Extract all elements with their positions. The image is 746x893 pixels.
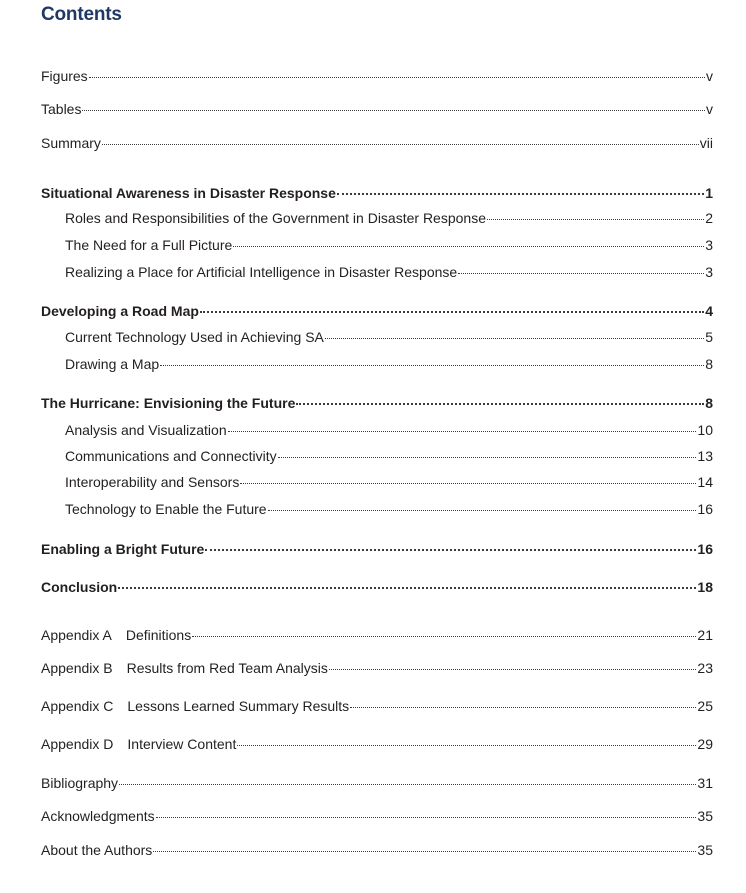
- toc-entry-page: 2: [705, 210, 713, 226]
- dot-leader: [102, 144, 699, 145]
- toc-section-technology-future[interactable]: [65, 500, 713, 518]
- toc-entry-summary[interactable]: [41, 134, 713, 152]
- toc-entry-label: Interoperability and Sensors: [65, 474, 240, 490]
- toc-section-drawing-map[interactable]: [65, 355, 713, 373]
- dot-leader: [82, 110, 705, 111]
- dot-leader: [200, 311, 704, 313]
- toc-entry-label: Acknowledgments: [41, 808, 155, 824]
- toc-section-communications[interactable]: [65, 447, 713, 465]
- toc-entry-acknowledgments[interactable]: [41, 807, 713, 825]
- toc-entry-label: Analysis and Visualization: [65, 422, 227, 438]
- toc-appendix-d[interactable]: [41, 735, 713, 753]
- toc-appendix-b[interactable]: [41, 659, 713, 677]
- dot-leader: [337, 193, 704, 195]
- toc-entry-label: About the Authors: [41, 842, 153, 858]
- appendix-key: Appendix A: [41, 627, 112, 643]
- dot-leader: [192, 636, 696, 637]
- toc-entry-label: [41, 697, 349, 715]
- appendix-title: Interview Content: [127, 736, 237, 752]
- toc-entry-label: Communications and Connectivity: [65, 448, 277, 464]
- toc-entry-label: [41, 626, 191, 644]
- appendix-title: Lessons Learned Summary Results: [127, 698, 350, 714]
- toc-entry-page: 21: [697, 627, 713, 643]
- toc-section-artificial-intelligence[interactable]: [65, 263, 713, 281]
- toc-entry-page: 16: [697, 501, 713, 517]
- toc-entry-label: Realizing a Place for Artificial Intelligence in Disaster Response: [65, 264, 458, 280]
- dot-leader: [278, 457, 697, 458]
- toc-entry-figures[interactable]: [41, 67, 713, 85]
- dot-leader: [325, 338, 704, 339]
- toc-entry-label: Bibliography: [41, 775, 119, 791]
- toc-entry-page: v: [706, 101, 713, 117]
- toc-entry-label: Developing a Road Map: [41, 303, 199, 319]
- toc-entry-page: 31: [697, 775, 713, 791]
- toc-section-full-picture[interactable]: [65, 236, 713, 254]
- toc-entry-label: Enabling a Bright Future: [41, 541, 205, 557]
- appendix-title: Definitions: [125, 627, 192, 643]
- dot-leader: [487, 219, 704, 220]
- dot-leader: [205, 549, 696, 551]
- toc-entry-label: Conclusion: [41, 579, 118, 595]
- toc-entry-label: Summary: [41, 135, 101, 151]
- appendix-key: Appendix D: [41, 736, 114, 752]
- toc-entry-page: 8: [705, 395, 713, 411]
- dot-leader: [160, 365, 704, 366]
- toc-chapter-bright-future[interactable]: [41, 540, 713, 558]
- toc-entry-page: 35: [697, 842, 713, 858]
- toc-section-interoperability[interactable]: [65, 473, 713, 491]
- dot-leader: [228, 431, 697, 432]
- dot-leader: [296, 403, 704, 405]
- toc-section-current-technology[interactable]: [65, 328, 713, 346]
- dot-leader: [237, 745, 696, 746]
- toc-chapter-hurricane[interactable]: [41, 394, 713, 412]
- toc-entry-page: 25: [697, 698, 713, 714]
- toc-chapter-conclusion[interactable]: [41, 578, 713, 596]
- toc-entry-page: 35: [697, 808, 713, 824]
- toc-entry-page: 5: [705, 329, 713, 345]
- toc-appendix-a[interactable]: [41, 626, 713, 644]
- toc-entry-page: 1: [705, 185, 713, 201]
- toc-entry-page: 18: [697, 579, 713, 595]
- toc-entry-page: vii: [699, 135, 713, 151]
- toc-entry-label: Technology to Enable the Future: [65, 501, 267, 517]
- dot-leader: [156, 817, 697, 818]
- toc-entry-page: 3: [705, 237, 713, 253]
- toc-entry-page: v: [706, 68, 713, 84]
- toc-entry-tables[interactable]: [41, 100, 713, 118]
- toc-entry-about-authors[interactable]: [41, 841, 713, 859]
- dot-leader: [329, 669, 697, 670]
- toc-chapter-road-map[interactable]: [41, 302, 713, 320]
- toc-entry-page: 3: [705, 264, 713, 280]
- toc-entry-page: 10: [697, 422, 713, 438]
- toc-entry-label: Figures: [41, 68, 88, 84]
- toc-entry-bibliography[interactable]: [41, 774, 713, 792]
- toc-entry-label: Situational Awareness in Disaster Response: [41, 185, 336, 201]
- page-title: Contents: [41, 4, 122, 25]
- toc-entry-label: [41, 735, 236, 753]
- toc-entry-page: 29: [697, 736, 713, 752]
- dot-leader: [458, 273, 704, 274]
- toc-section-analysis-visualization[interactable]: [65, 421, 713, 439]
- appendix-key: Appendix C: [41, 698, 114, 714]
- toc-entry-label: Current Technology Used in Achieving SA: [65, 329, 324, 345]
- dot-leader: [240, 483, 696, 484]
- toc-chapter-situational-awareness[interactable]: [41, 184, 713, 202]
- dot-leader: [118, 587, 696, 589]
- toc-entry-page: 14: [697, 474, 713, 490]
- toc-entry-label: Tables: [41, 101, 82, 117]
- toc-entry-page: 8: [705, 356, 713, 372]
- dot-leader: [350, 707, 696, 708]
- dot-leader: [233, 246, 704, 247]
- toc-entry-page: 13: [697, 448, 713, 464]
- toc-entry-label: The Need for a Full Picture: [65, 237, 233, 253]
- toc-entry-page: 23: [697, 660, 713, 676]
- dot-leader: [119, 784, 696, 785]
- toc-entry-label: The Hurricane: Envisioning the Future: [41, 395, 296, 411]
- appendix-title: Results from Red Team Analysis: [126, 660, 328, 676]
- toc-entry-page: 4: [705, 303, 713, 319]
- toc-entry-label: Roles and Responsibilities of the Government in Disaster Response: [65, 210, 486, 226]
- dot-leader: [153, 851, 696, 852]
- toc-entry-label: [41, 659, 328, 677]
- toc-section-roles-responsibilities[interactable]: [65, 209, 713, 227]
- appendix-key: Appendix B: [41, 660, 113, 676]
- dot-leader: [268, 510, 697, 511]
- toc-appendix-c[interactable]: [41, 697, 713, 715]
- toc-entry-page: 16: [697, 541, 713, 557]
- toc-entry-label: Drawing a Map: [65, 356, 160, 372]
- dot-leader: [89, 77, 705, 78]
